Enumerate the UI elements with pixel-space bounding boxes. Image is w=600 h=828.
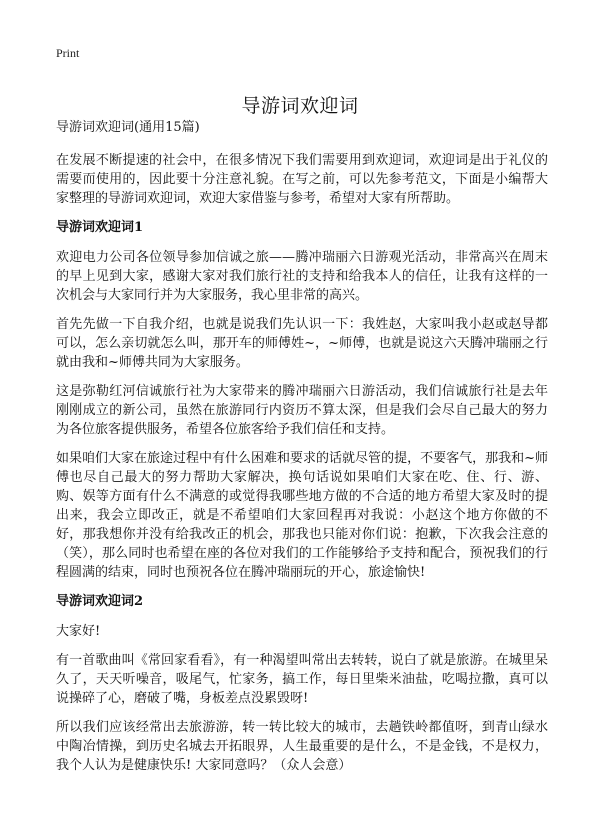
section-paragraph: 这是弥勒红河信诚旅行社为大家带来的腾冲瑞丽六日游活动，我们信诚旅行社是去年刚刚成立的新公司，虽然在旅游同行内资历不算太深，但是我们会尽自己最大的努力为各位旅客提供服务，希望各位旅客给予我们信任和支持。 [56,384,548,437]
intro-paragraph: 在发展不断提速的社会中，在很多情况下我们需要用到欢迎词，欢迎词是出于礼仪的需要而使用的，因此要十分注意礼貌。在写之前，可以先参考范文，下面是小编帮大家整理的导游词欢迎词，欢迎大家借鉴与参考，希望对大家有所帮助。 [56,153,548,206]
page-title: 导游词欢迎词 [241,94,359,117]
section-paragraph: 大家好! [56,624,101,639]
section-paragraph: 如果咱们大家在旅途过程中有什么困难和要求的话就尽管的提，不要客气，那我和~师傅也尽自己最大的努力帮助大家解决，换句话说如果咱们大家在吃、住、行、游、购、娱等方面有什么不满意的或觉得我哪些地方做的不合适的地方希望大家及时的提出来，我会立即改正，就是不希望咱们大家回程再对我说：小赵这个地方你做的不好，那我想你并没有给我改正的机会，那我也只能对你们说：抱歉，下次我会注意的（笑），那么同时也希望在座的各位对我们的工作能够给予支持和配合，预祝我们的行程圆满的结束，同时也预祝各位在腾冲瑞丽玩的开心，旅途愉快! [56,451,548,580]
section-paragraph: 有一首歌曲叫《常回家看看》，有一种渴望叫常出去转转，说白了就是旅游。在城里呆久了，天天听噪音，吸尾气，忙家务，搞工作，每日里柴米油盐，吃喝拉撒，真可以说操碎了心，磨破了嘴，身板差点没累毁呀! [56,653,548,706]
document-subtitle: 导游词欢迎词(通用15篇) [56,120,200,135]
section-heading: 导游词欢迎词1 [56,220,144,235]
section-paragraph: 欢迎电力公司各位领导参加信诚之旅——腾冲瑞丽六日游观光活动，非常高兴在周末的早上见到大家，感谢大家对我们旅行社的支持和给我本人的信任，让我有这样的一次机会与大家同行并为大家服务，我心里非常的高兴。 [56,250,548,303]
print-label: Print [56,46,80,60]
section-paragraph: 首先先做一下自我介绍，也就是说我们先认识一下：我姓赵，大家叫我小赵或赵导都可以，怎么亲切就怎么叫，那开车的师傅姓~，~师傅，也就是说这六天腾冲瑞丽之行就由我和~师傅共同为大家服务。 [56,317,548,370]
section-heading: 导游词欢迎词2 [56,594,144,609]
document-content [56,118,548,785]
section-paragraph: 所以我们应该经常出去旅游游，转一转比较大的城市，去趟铁岭都值呀，到青山绿水中陶冶情操，到历史名城去开拓眼界，人生最重要的是什么，不是金钱，不是权力，我个人认为是健康快乐! 大家同意吗？（众人会意） [56,720,548,773]
